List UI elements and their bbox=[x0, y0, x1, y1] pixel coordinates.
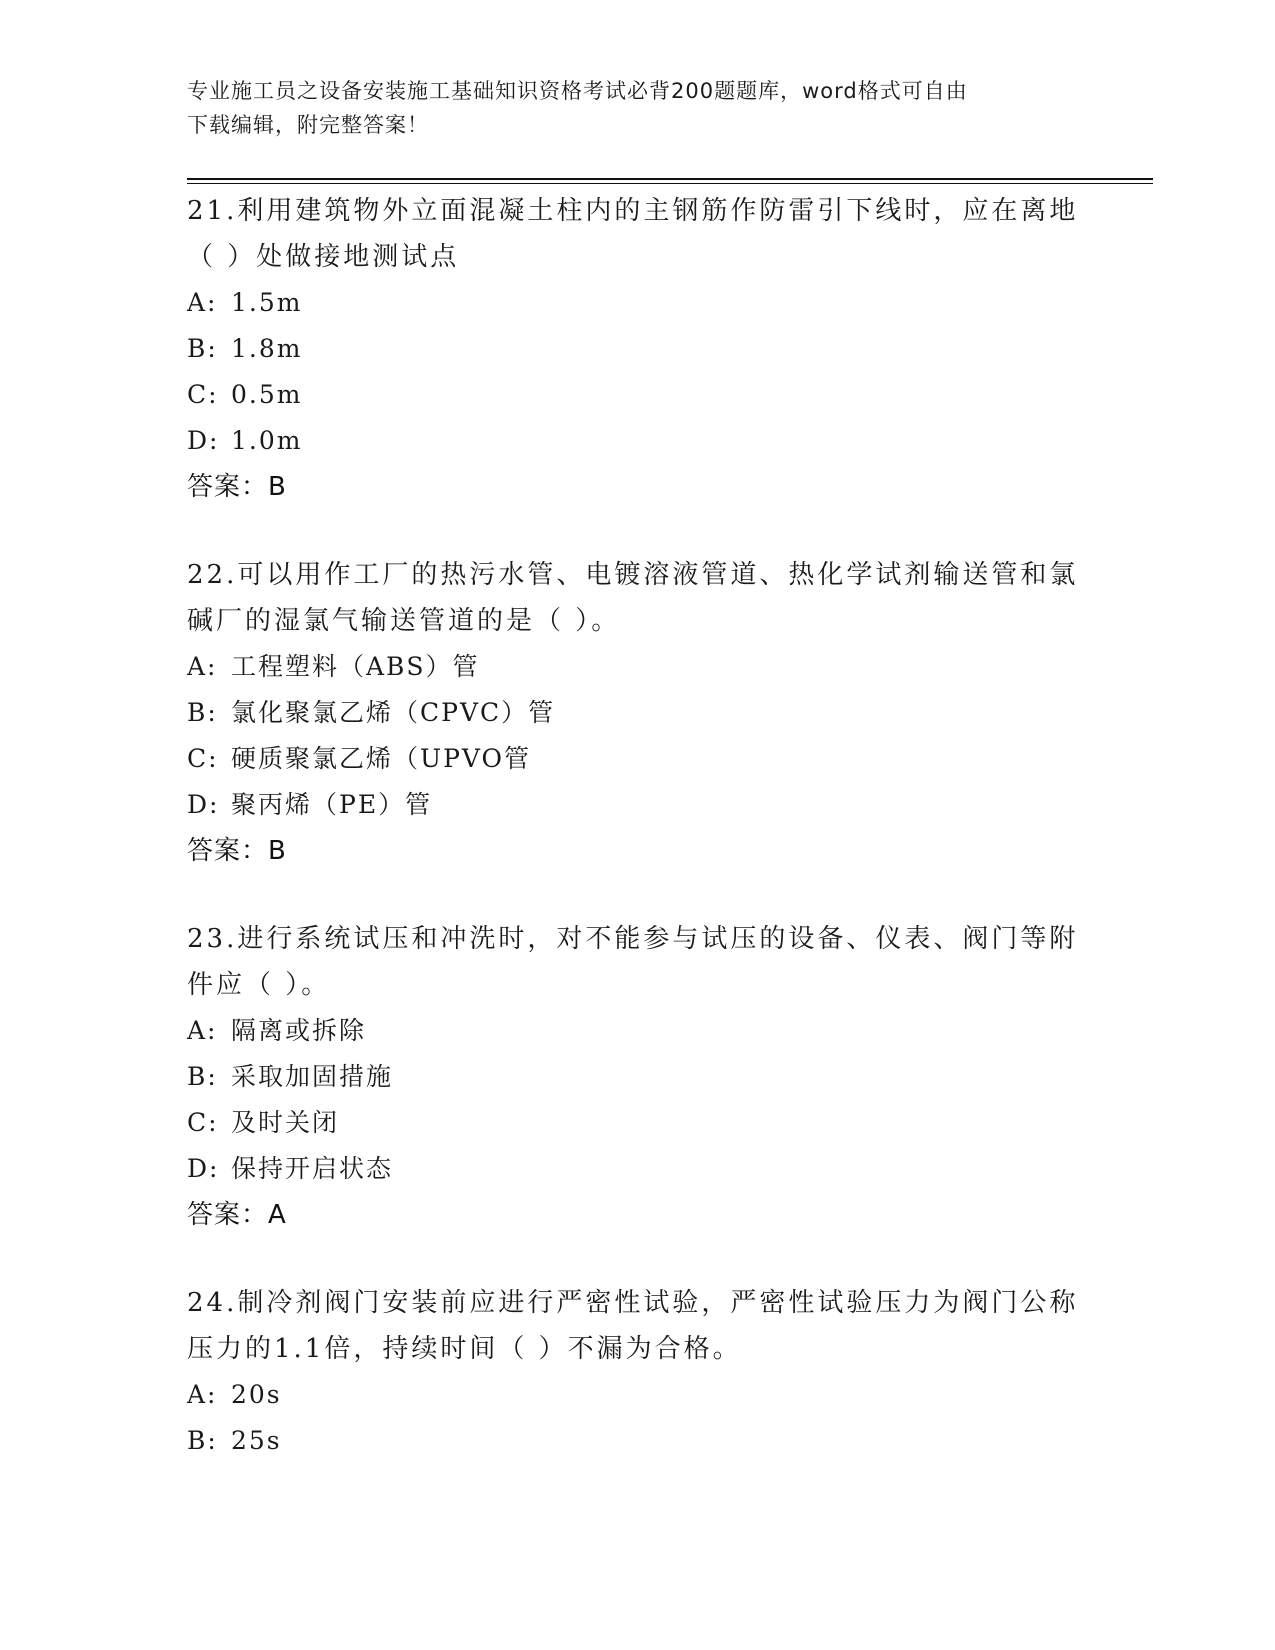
answer-line: 答案：B bbox=[187, 472, 287, 502]
option-c bbox=[187, 1100, 1087, 1146]
question-stem-line-2: 件应（ ）。 bbox=[187, 970, 331, 1000]
option-c bbox=[187, 372, 1087, 418]
option-label: A: bbox=[187, 1016, 218, 1045]
option-label: C: bbox=[187, 744, 219, 773]
option-label: C: bbox=[187, 380, 219, 409]
header-divider-thick bbox=[187, 178, 1153, 180]
question-stem-line-2: 碱厂的湿氯气输送管道的是（ ）。 bbox=[187, 606, 621, 636]
option-label: D: bbox=[187, 790, 220, 819]
option-a bbox=[187, 280, 1087, 326]
option-text: 20s bbox=[231, 1380, 282, 1409]
option-text: 隔离或拆除 bbox=[231, 1016, 367, 1045]
option-text: 1.0m bbox=[231, 426, 303, 455]
option-b bbox=[187, 690, 1087, 736]
header-line-1: 专业施工员之设备安装施工基础知识资格考试必背200题题库，word格式可自由 bbox=[187, 79, 968, 103]
question-23 bbox=[187, 916, 1087, 1238]
option-label: B: bbox=[187, 1426, 218, 1455]
option-d bbox=[187, 1146, 1087, 1192]
option-a bbox=[187, 1008, 1087, 1054]
option-text: 聚丙烯（PE）管 bbox=[231, 790, 433, 819]
option-text: 保持开启状态 bbox=[231, 1154, 394, 1183]
question-22 bbox=[187, 552, 1087, 874]
question-stem-line-1: 24.制冷剂阀门安装前应进行严密性试验，严密性试验压力为阀门公称 bbox=[187, 1288, 1079, 1318]
header-line-2: 下载编辑，附完整答案！ bbox=[187, 113, 429, 137]
question-21 bbox=[187, 188, 1087, 510]
option-d bbox=[187, 782, 1087, 828]
option-label: D: bbox=[187, 1154, 220, 1183]
option-b bbox=[187, 326, 1087, 372]
option-label: B: bbox=[187, 334, 218, 363]
option-text: 硬质聚氯乙烯（UPVO管 bbox=[231, 744, 532, 773]
question-stem-line-1: 23.进行系统试压和冲洗时，对不能参与试压的设备、仪表、阀门等附 bbox=[187, 924, 1079, 954]
document-header bbox=[187, 74, 1087, 142]
option-b bbox=[187, 1054, 1087, 1100]
option-text: 0.5m bbox=[231, 380, 303, 409]
option-label: A: bbox=[187, 652, 218, 681]
option-a bbox=[187, 1372, 1087, 1418]
option-label: B: bbox=[187, 698, 218, 727]
option-label: B: bbox=[187, 1062, 218, 1091]
option-label: C: bbox=[187, 1108, 219, 1137]
answer-line: 答案：A bbox=[187, 1200, 287, 1230]
option-text: 25s bbox=[231, 1426, 282, 1455]
option-text: 工程塑料（ABS）管 bbox=[231, 652, 480, 681]
option-c bbox=[187, 736, 1087, 782]
option-text: 采取加固措施 bbox=[231, 1062, 394, 1091]
question-stem-line-2: （ ）处做接地测试点 bbox=[187, 242, 460, 272]
option-text: 及时关闭 bbox=[231, 1108, 340, 1137]
option-text: 1.8m bbox=[231, 334, 303, 363]
option-a bbox=[187, 644, 1087, 690]
question-24 bbox=[187, 1280, 1087, 1464]
question-stem-line-1: 21.利用建筑物外立面混凝土柱内的主钢筋作防雷引下线时，应在离地 bbox=[187, 196, 1079, 226]
question-stem-line-1: 22.可以用作工厂的热污水管、电镀溶液管道、热化学试剂输送管和氯 bbox=[187, 560, 1079, 590]
answer-line: 答案：B bbox=[187, 836, 287, 866]
option-b bbox=[187, 1418, 1087, 1464]
header-divider-thin bbox=[187, 183, 1153, 184]
option-d bbox=[187, 418, 1087, 464]
question-stem-line-2: 压力的1.1倍，持续时间（ ）不漏为合格。 bbox=[187, 1334, 742, 1364]
option-text: 1.5m bbox=[231, 288, 303, 317]
option-label: A: bbox=[187, 288, 218, 317]
option-label: D: bbox=[187, 426, 220, 455]
option-label: A: bbox=[187, 1380, 218, 1409]
option-text: 氯化聚氯乙烯（CPVC）管 bbox=[231, 698, 556, 727]
